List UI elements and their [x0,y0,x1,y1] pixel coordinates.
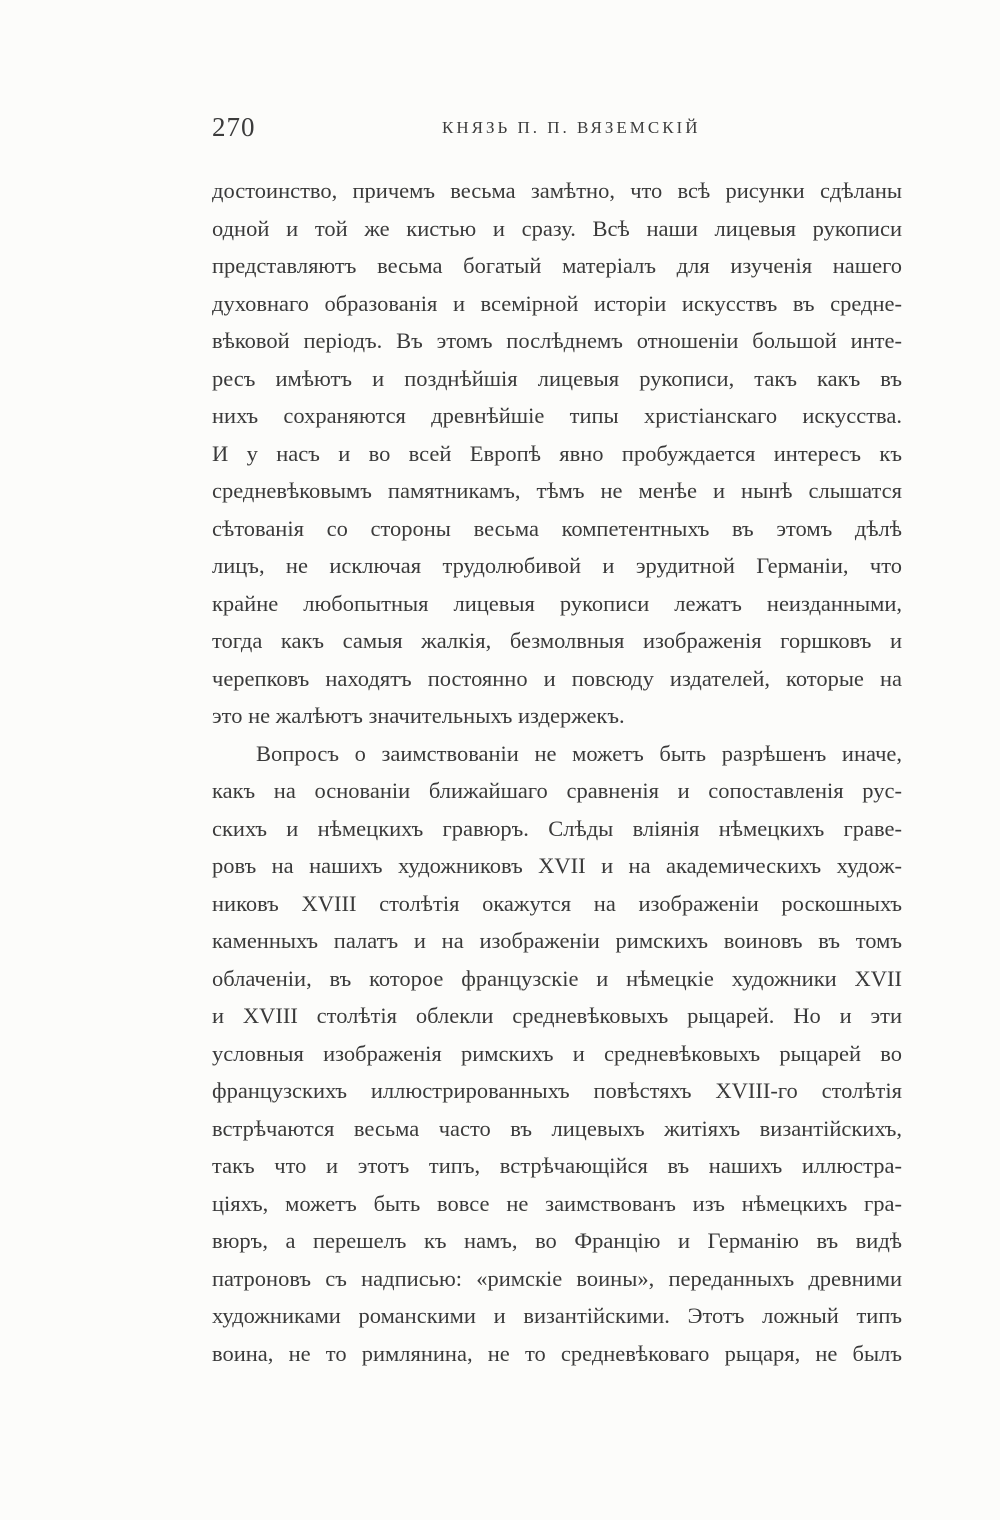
text-line: французскихъ иллюстрированныхъ повѣстяхъ XVIII-го столѣтія [212,1078,902,1103]
text-line: такъ что и этотъ типъ, встрѣчающійся въ нашихъ иллюстра- [212,1153,902,1178]
text-line: средневѣковымъ памятникамъ, тѣмъ не менѣе и нынѣ слышатся [212,478,902,503]
page-header [212,112,902,148]
text-line: никовъ XVIII столѣтія окажутся на изображеніи роскошныхъ [212,890,902,916]
text-line: воина, не то римлянина, не то средневѣковаго рыцаря, не былъ [212,1340,902,1366]
text-line: И у насъ и во всей Европѣ явно пробуждается интересъ къ [212,440,902,466]
text-line: лицъ, не исключая трудолюбивой и эрудитной Германіи, что [212,553,902,578]
text-line: сѣтованія со стороны весьма компетентныхъ въ этомъ дѣлѣ [212,515,902,541]
text-line: одной и той же кистью и сразу. Всѣ наши лицевыя рукописи [212,215,902,241]
running-head: КНЯЗЬ П. П. ВЯЗЕМСКІЙ [442,118,701,137]
text-line: вюръ, а перешелъ къ намъ, во Францію и Германію въ видѣ [212,1228,902,1253]
text-line: каменныхъ палатъ и на изображеніи римскихъ воиновъ въ томъ [212,928,902,953]
text-line: Вопросъ о заимствованіи не можетъ быть разрѣшенъ иначе, [256,740,902,766]
text-line: нихъ сохраняются древнѣйшіе типы христіанскаго искусства. [212,403,902,428]
text-line: ресъ имѣютъ и позднѣйшія лицевыя рукописи, такъ какъ въ [212,365,902,391]
text-line: встрѣчаются весьма часто въ лицевыхъ житіяхъ византійскихъ, [212,1115,902,1141]
text-line: художниками романскими и византійскими. Этотъ ложный типъ [212,1303,902,1328]
text-line: и XVIII столѣтія облекли средневѣковыхъ рыцарей. Но и эти [212,1003,902,1028]
text-line: представляютъ весьма богатый матеріалъ для изученія нашего [212,253,902,278]
text-line: ціяхъ, можетъ быть вовсе не заимствованъ изъ нѣмецкихъ гра- [212,1190,902,1216]
text-line: патроновъ съ надписью: «римскіе воины», переданныхъ древними [212,1265,902,1291]
text-line: тогда какъ самыя жалкія, безмолвныя изображенія горшковъ и [212,628,902,653]
text-line: черепковъ находятъ постоянно и повсюду издателей, которые на [212,665,902,691]
text-line: какъ на основаніи ближайшаго сравненія и сопоставленія рус- [212,778,902,803]
body-text [212,172,902,1372]
text-line: вѣковой періодъ. Въ этомъ послѣднемъ отношеніи большой инте- [212,328,902,353]
page-number: 270 [212,112,256,142]
text-line: духовнаго образованія и всемірной исторіи искусствъ въ средне- [212,290,902,316]
text-line: ровъ на нашихъ художниковъ XVII и на академическихъ худож- [212,853,902,878]
text-line: это не жалѣютъ значительныхъ издержекъ. [212,703,625,728]
text-line: скихъ и нѣмецкихъ гравюръ. Слѣды вліянія нѣмецкихъ граве- [212,815,902,841]
text-line: условныя изображенія римскихъ и средневѣковыхъ рыцарей во [212,1040,902,1066]
text-line: облаченіи, въ которое французскіе и нѣмецкіе художники XVII [212,965,902,991]
text-line: достоинство, причемъ весьма замѣтно, что всѣ рисунки сдѣланы [212,178,902,203]
text-line: крайне любопытныя лицевыя рукописи лежатъ неизданными, [212,590,902,616]
